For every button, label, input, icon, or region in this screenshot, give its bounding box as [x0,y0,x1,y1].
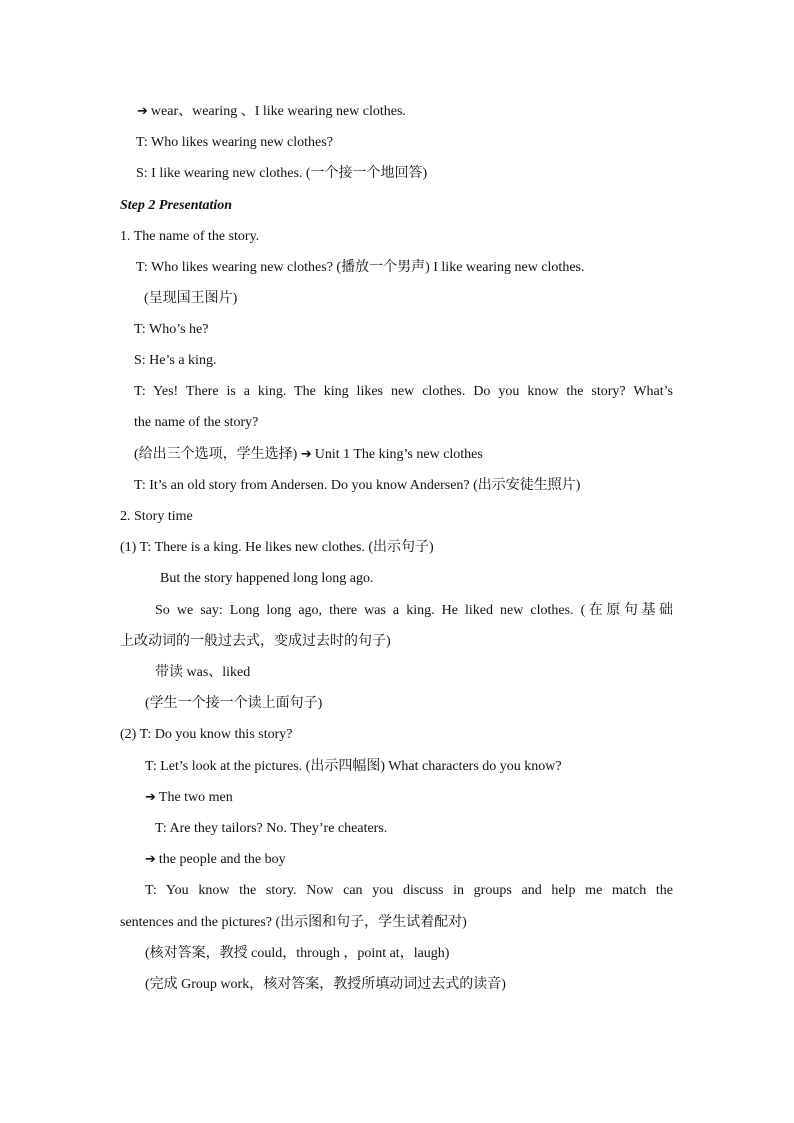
line-student-king: S: He’s a king. [134,353,217,368]
unit-title: Unit 1 The king’s new clothes [314,447,483,462]
line-discuss: T: You know the story. Now can you discuss in groups and help me match the [145,883,673,898]
line-story-name: the name of the story? [134,415,259,430]
line-step-2: (2) T: Do you know this story? [120,727,293,742]
arrow-icon: ➔ [137,104,148,119]
line-teacher-story: T: Yes! There is a king. The king likes new clothes. Do you know the story? What’s [134,384,673,399]
step-heading: Step 2 Presentation [120,198,233,213]
line-text: (给出三个选项，学生选择) [134,447,298,462]
line-teacher-question: T: Who likes wearing new clothes? [136,135,333,150]
line-happened: But the story happened long long ago. [160,571,374,586]
line-options [134,445,483,465]
line-text: The two men [158,790,233,805]
line-people-boy [145,850,286,870]
arrow-icon: ➔ [145,852,156,867]
line-step-1: (1) T: There is a king. He likes new clothes. (出示句子) [120,540,434,555]
line-tailors: T: Are they tailors? No. They’re cheaters. [155,821,388,836]
line-note-king-picture: (呈现国王图片) [144,291,238,306]
line-read-along: 带读 was、liked [155,665,251,680]
line-warmup-arrow [137,102,406,122]
line-andersen: T: It’s an old story from Andersen. Do you know Andersen? (出示安徒生照片) [134,478,581,493]
line-text: wear、wearing 、I like wearing new clothes. [150,104,406,119]
line-teacher-who: T: Who’s he? [134,322,209,337]
line-teacher-voice: T: Who likes wearing new clothes? (播放一个男声) I like wearing new clothes. [136,260,585,275]
section-heading-name: 1. The name of the story. [120,229,260,244]
line-past-tense-note: 上改动词的一般过去式，变成过去时的句子) [120,634,391,649]
line-two-men [145,788,233,808]
line-so-we-say: So we say: Long long ago, there was a king. He liked new clothes. (在原句基础 [155,603,673,618]
arrow-icon: ➔ [300,447,312,462]
line-students-read: (学生一个接一个读上面句子) [145,696,323,711]
line-student-answer: S: I like wearing new clothes. (一个接一个地回答) [136,166,428,181]
line-match: sentences and the pictures? (出示图和句子，学生试着配对) [120,915,467,930]
line-check-answers: (核对答案，教授 could，through ，point at，laugh) [145,946,450,961]
arrow-icon: ➔ [145,790,156,805]
line-group-work: (完成 Group work，核对答案，教授所填动词过去式的读音) [145,977,506,992]
section-heading-story-time: 2. Story time [120,509,193,524]
line-text: the people and the boy [158,852,286,867]
line-look-pictures: T: Let’s look at the pictures. (出示四幅图) What characters do you know? [145,759,562,774]
